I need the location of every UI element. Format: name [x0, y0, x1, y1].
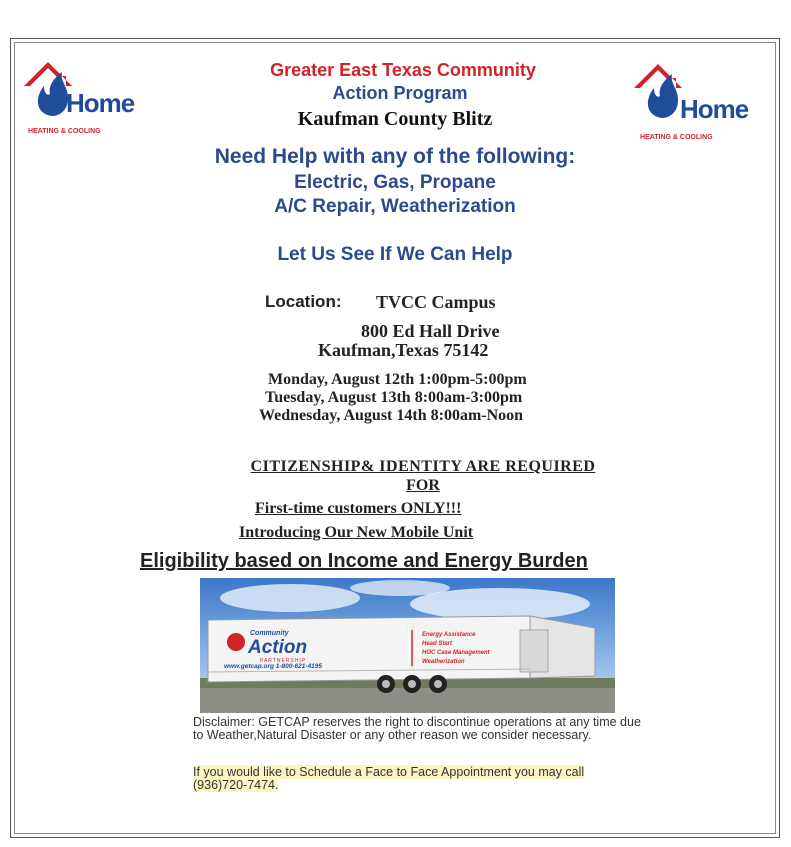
trailer-service-2: Head Start — [422, 641, 453, 647]
mobile-unit-photo — [200, 578, 615, 713]
help-line1: Electric, Gas, Propane — [294, 172, 496, 193]
trailer-service-1: Energy Assistance — [422, 632, 476, 638]
home-heating-cooling-logo-right — [632, 58, 752, 141]
appointment-text: If you would like to Schedule a Face to Face Appointment you may call (936)720-7474. — [193, 765, 585, 792]
requirements-line2: FOR — [406, 477, 440, 494]
logo-subtitle: HEATING & COOLING — [28, 128, 101, 135]
trailer-service-3: HOC Case Management — [422, 650, 490, 656]
requirements-line1: CITIZENSHIP& IDENTITY ARE REQUIRED — [250, 458, 596, 475]
first-time-notice: First-time customers ONLY!!! — [255, 500, 462, 517]
logo-word: Home — [680, 94, 749, 124]
schedule-day-1: Monday, August 12th 1:00pm-5:00pm — [268, 371, 527, 388]
trailer-brand: Action — [248, 637, 308, 658]
org-name-line1: Greater East Texas Community — [270, 60, 536, 80]
org-name-line2: Action Program — [332, 83, 468, 103]
eligibility-notice: Eligibility based on Income and Energy Burden — [140, 550, 588, 572]
trailer-brand-sub: PARTNERSHIP — [260, 658, 307, 664]
event-title: Kaufman County Blitz — [297, 108, 493, 130]
help-cta: Let Us See If We Can Help — [277, 244, 513, 265]
disclaimer-text: Disclaimer: GETCAP reserves the right to discontinue operations at any time due to Weather,Natural Disaster or any other reason we consider necessary. — [193, 715, 641, 742]
trailer-service-4: Weatherization — [422, 659, 465, 665]
schedule-day-3: Wednesday, August 14th 8:00am-Noon — [259, 407, 524, 424]
location-city: Kaufman,Texas 75142 — [318, 340, 489, 360]
location-street: 800 Ed Hall Drive — [361, 321, 500, 341]
help-line2: A/C Repair, Weatherization — [274, 196, 516, 217]
trailer-brand-top: Community — [250, 630, 289, 637]
logo-word: Home — [66, 88, 135, 118]
home-heating-cooling-logo-left — [22, 56, 142, 136]
help-heading: Need Help with any of the following: — [214, 145, 576, 168]
schedule-day-2: Tuesday, August 13th 8:00am-3:00pm — [265, 389, 523, 406]
appointment-info — [193, 766, 623, 792]
location-venue: TVCC Campus — [376, 292, 496, 312]
mobile-unit-notice: Introducing Our New Mobile Unit — [239, 524, 474, 541]
location-label: Location: — [265, 292, 342, 311]
logo-subtitle: HEATING & COOLING — [640, 134, 713, 141]
trailer-web: www.getcap.org 1-800-621-4195 — [224, 663, 323, 670]
